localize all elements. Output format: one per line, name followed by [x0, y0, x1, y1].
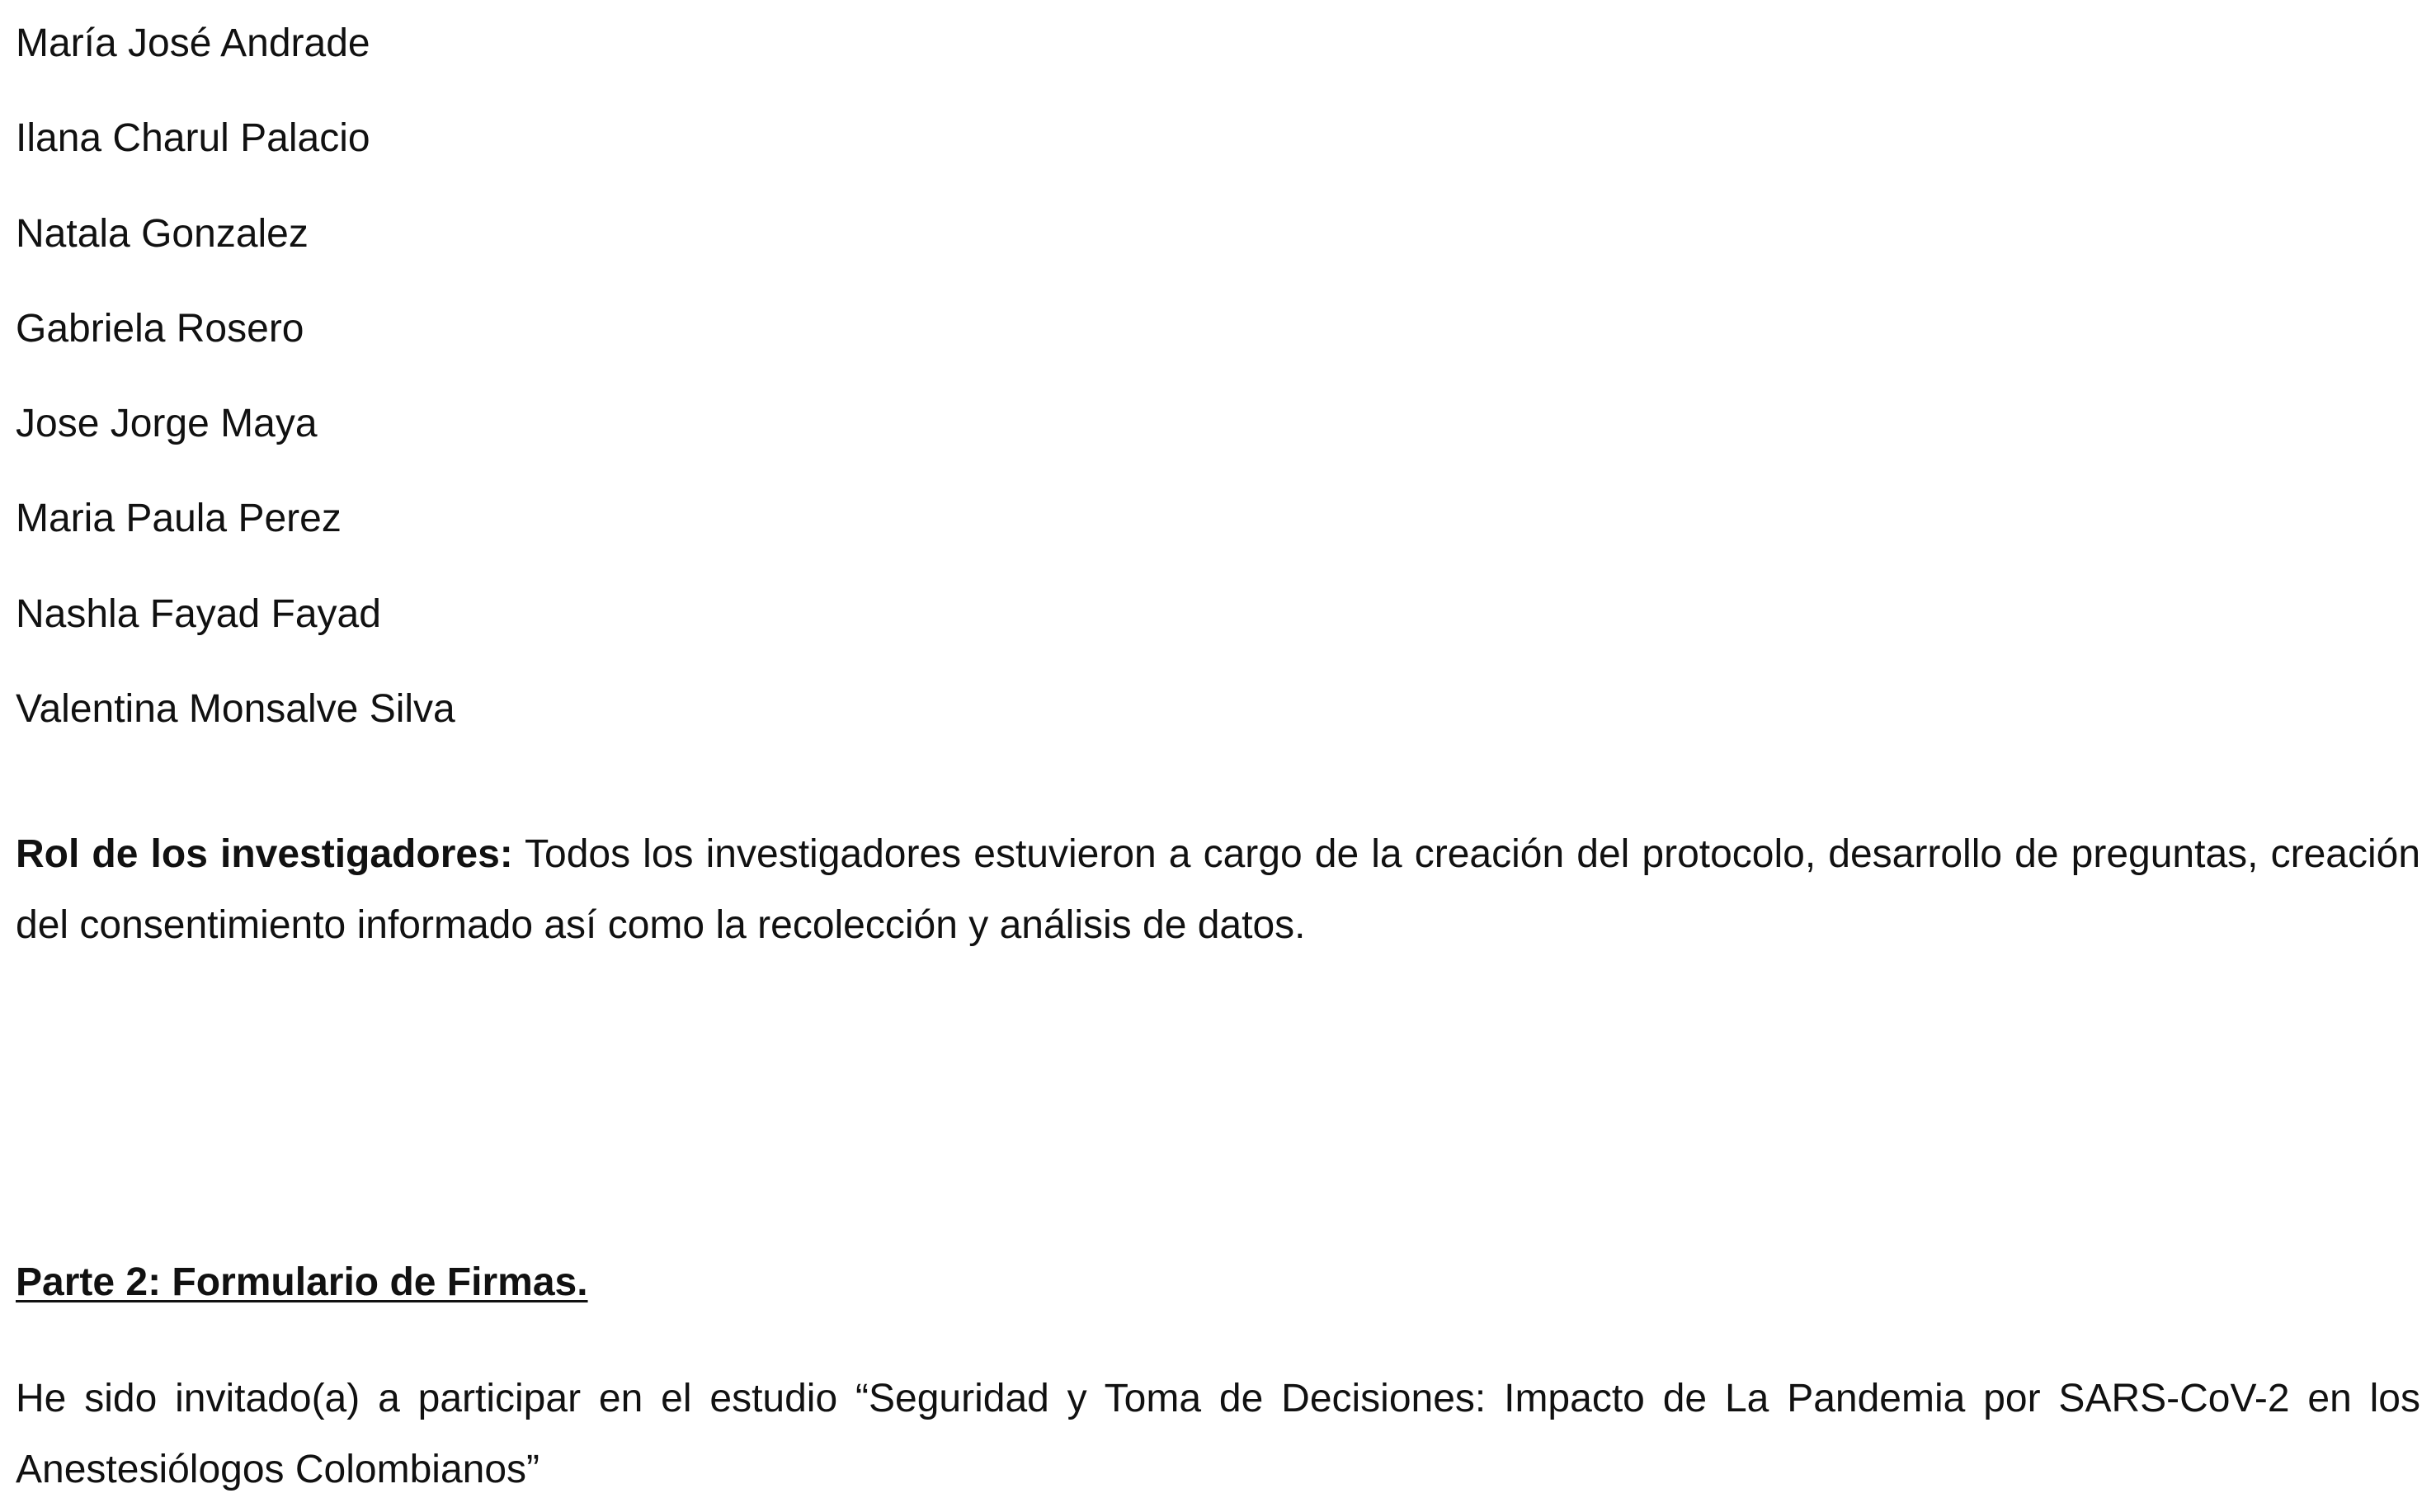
investigator-name: María José Andrade: [16, 21, 370, 65]
investigator-name: Valentina Monsalve Silva: [16, 687, 455, 731]
investigator-roles-label: Rol de los investigadores:: [16, 832, 513, 876]
investigator-roles-paragraph: [16, 819, 2420, 961]
investigator-roles-text: Todos los investigadores estuvieron a cargo de la creación del protocolo, desarrollo de preguntas, creación del consentimiento informado así como la recolección y análisis de datos.: [16, 832, 2421, 947]
part2-invitation-paragraph: He sido invitado(a) a participar en el estudio “Seguridad y Toma de Decisiones: Impacto de La Pandemia por SARS-CoV-2 en los Anestesiólogos Colombianos”: [16, 1377, 2420, 1491]
investigator-name: Maria Paula Perez: [16, 497, 342, 540]
investigator-name: Natala Gonzalez: [16, 212, 309, 256]
investigator-name: Nashla Fayad Fayad: [16, 592, 381, 636]
part2-heading: Parte 2: Formulario de Firmas.: [16, 1260, 588, 1304]
investigator-name: Gabriela Rosero: [16, 307, 304, 351]
investigator-name: Jose Jorge Maya: [16, 402, 318, 445]
investigator-name: Ilana Charul Palacio: [16, 116, 370, 160]
